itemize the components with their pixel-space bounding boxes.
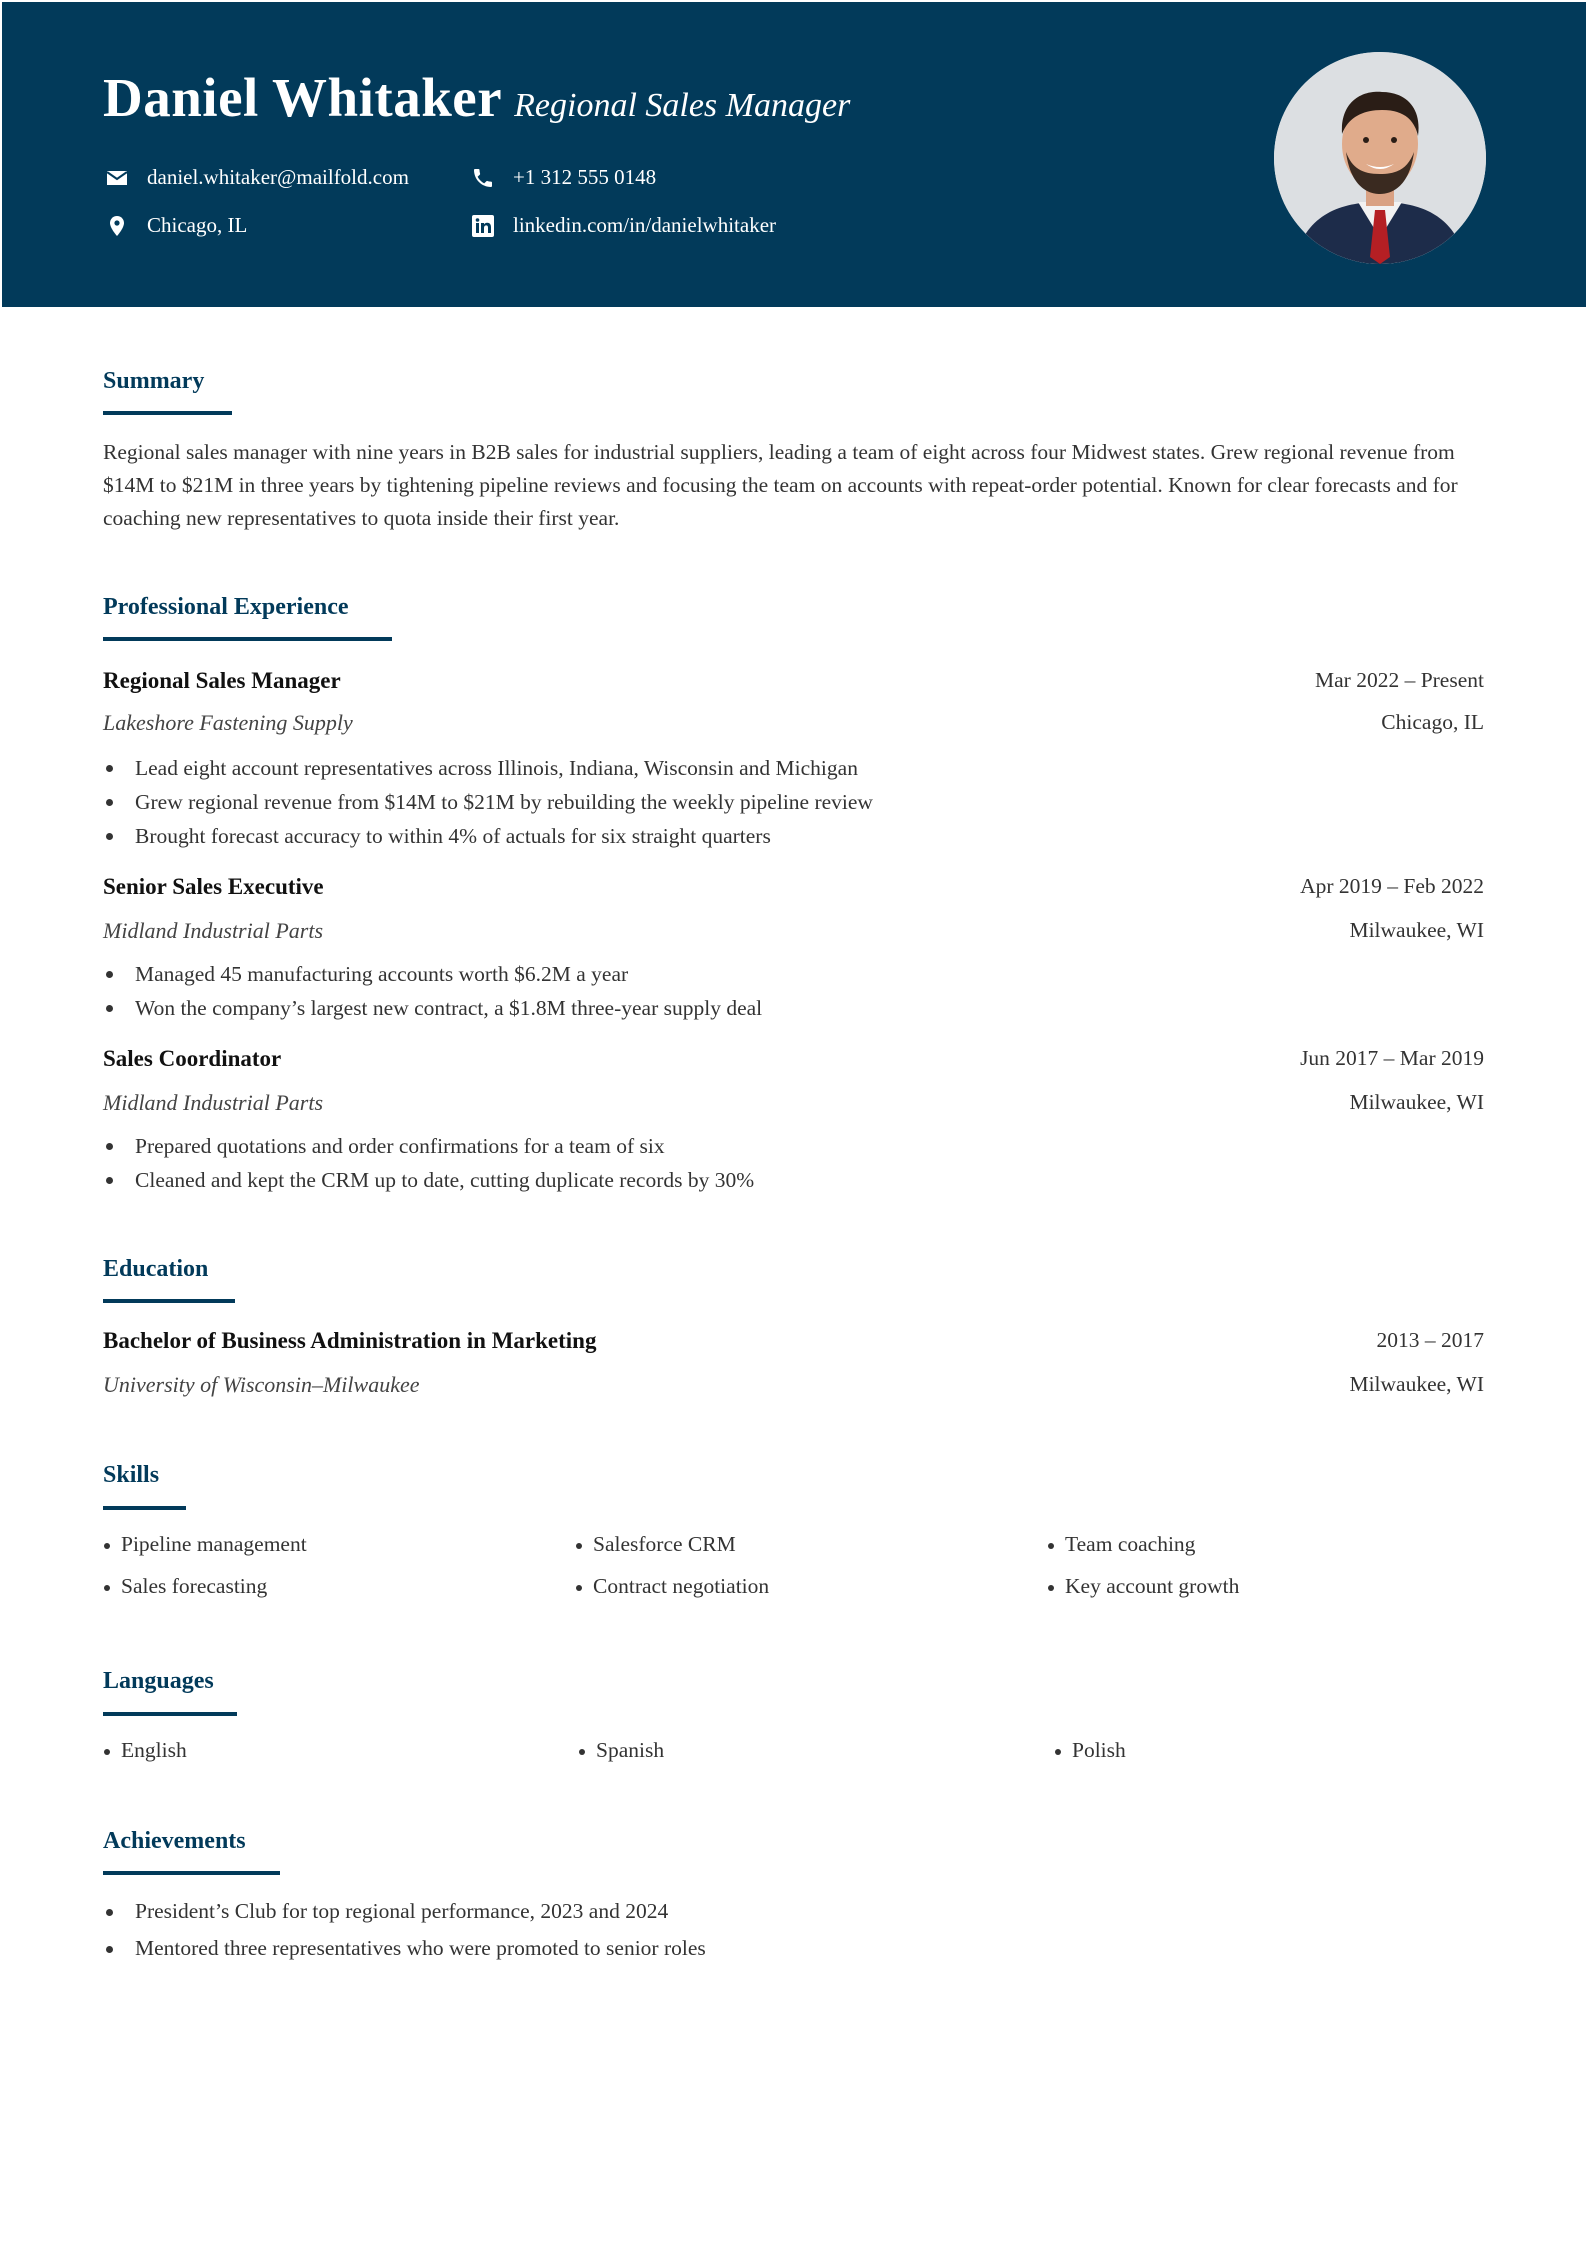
school-name: University of Wisconsin–Milwaukee [103,1372,420,1397]
education-underline [103,1299,235,1303]
candidate-title: Regional Sales Manager [514,87,851,124]
linkedin-icon [471,214,495,238]
contact-location [105,213,247,238]
job-location: Chicago, IL [1381,710,1484,734]
skill-item: Pipeline management [103,1532,307,1557]
job-role: Regional Sales Manager [103,668,341,693]
skill-item: Sales forecasting [103,1574,267,1599]
achievement-item: Mentored three representatives who were promoted to senior roles [103,1930,706,1967]
skill-item: Key account growth [1047,1574,1239,1599]
education-dates: 2013 – 2017 [1376,1328,1484,1352]
language-item: Polish [1054,1738,1126,1763]
phone-text: +1 312 555 0148 [513,165,657,189]
summary-text: Regional sales manager with nine years in B2B sales for industrial suppliers, leading a team of eight across four Midwest states. Grew regional revenue from $14M to $21M in three years by tightening pipeline reviews and focusing the team on accounts with repeat-order potential. Known for clear forecasts and for coaching new representatives to quota inside their first year. [103,440,1458,530]
language-item: Spanish [578,1738,664,1763]
job-role: Sales Coordinator [103,1046,282,1071]
candidate-name: Daniel Whitaker [103,67,503,128]
experience-heading: Professional Experience [103,594,349,620]
job-bullets [103,957,762,1025]
skills-underline [103,1506,186,1510]
job-dates: Apr 2019 – Feb 2022 [1300,874,1484,898]
language-item: English [103,1738,187,1763]
achievements-heading: Achievements [103,1828,246,1854]
job-bullets [103,751,873,853]
skills-heading: Skills [103,1462,160,1488]
job-role: Senior Sales Executive [103,874,324,899]
job-bullet: Won the company’s largest new contract, a $1.8M three-year supply deal [103,991,762,1025]
languages-heading: Languages [103,1668,214,1694]
job-dates: Mar 2022 – Present [1315,668,1484,692]
contact-email[interactable] [105,165,409,190]
contact-phone[interactable] [471,165,656,190]
name-line [103,66,850,129]
contact-linkedin[interactable] [471,213,776,238]
job-company: Midland Industrial Parts [103,1090,324,1115]
location-text: Chicago, IL [147,213,248,237]
job-bullet: Managed 45 manufacturing accounts worth $6.2M a year [103,957,762,991]
skill-item: Team coaching [1047,1532,1195,1557]
achievements-underline [103,1871,280,1875]
achievement-item: President’s Club for top regional performance, 2023 and 2024 [103,1893,706,1930]
resume-header [2,2,1586,307]
summary-underline [103,411,232,415]
job-location: Milwaukee, WI [1349,1090,1484,1114]
job-company: Lakeshore Fastening Supply [103,710,353,735]
education-heading: Education [103,1256,209,1282]
job-bullet: Cleaned and kept the CRM up to date, cutting duplicate records by 30% [103,1163,754,1197]
profile-photo [1274,52,1486,264]
job-company: Midland Industrial Parts [103,918,324,943]
envelope-icon [105,166,129,190]
job-bullet: Brought forecast accuracy to within 4% of actuals for six straight quarters [103,819,873,853]
linkedin-text: linkedin.com/in/danielwhitaker [513,213,777,237]
skill-item: Contract negotiation [575,1574,769,1599]
job-bullet: Lead eight account representatives across Illinois, Indiana, Wisconsin and Michigan [103,751,873,785]
experience-underline [103,637,392,641]
skill-item: Salesforce CRM [575,1532,736,1557]
job-dates: Jun 2017 – Mar 2019 [1300,1046,1484,1070]
languages-underline [103,1712,237,1716]
phone-icon [471,166,495,190]
summary-heading: Summary [103,368,205,394]
job-bullet: Grew regional revenue from $14M to $21M by rebuilding the weekly pipeline review [103,785,873,819]
map-pin-icon [105,214,129,238]
email-text: daniel.whitaker@mailfold.com [147,165,409,189]
job-bullet: Prepared quotations and order confirmations for a team of six [103,1129,754,1163]
school-location: Milwaukee, WI [1349,1372,1484,1396]
job-bullets [103,1129,754,1197]
degree-title: Bachelor of Business Administration in Marketing [103,1328,597,1353]
portrait-image [1274,52,1486,264]
achievements-list [103,1893,706,1967]
job-location: Milwaukee, WI [1349,918,1484,942]
